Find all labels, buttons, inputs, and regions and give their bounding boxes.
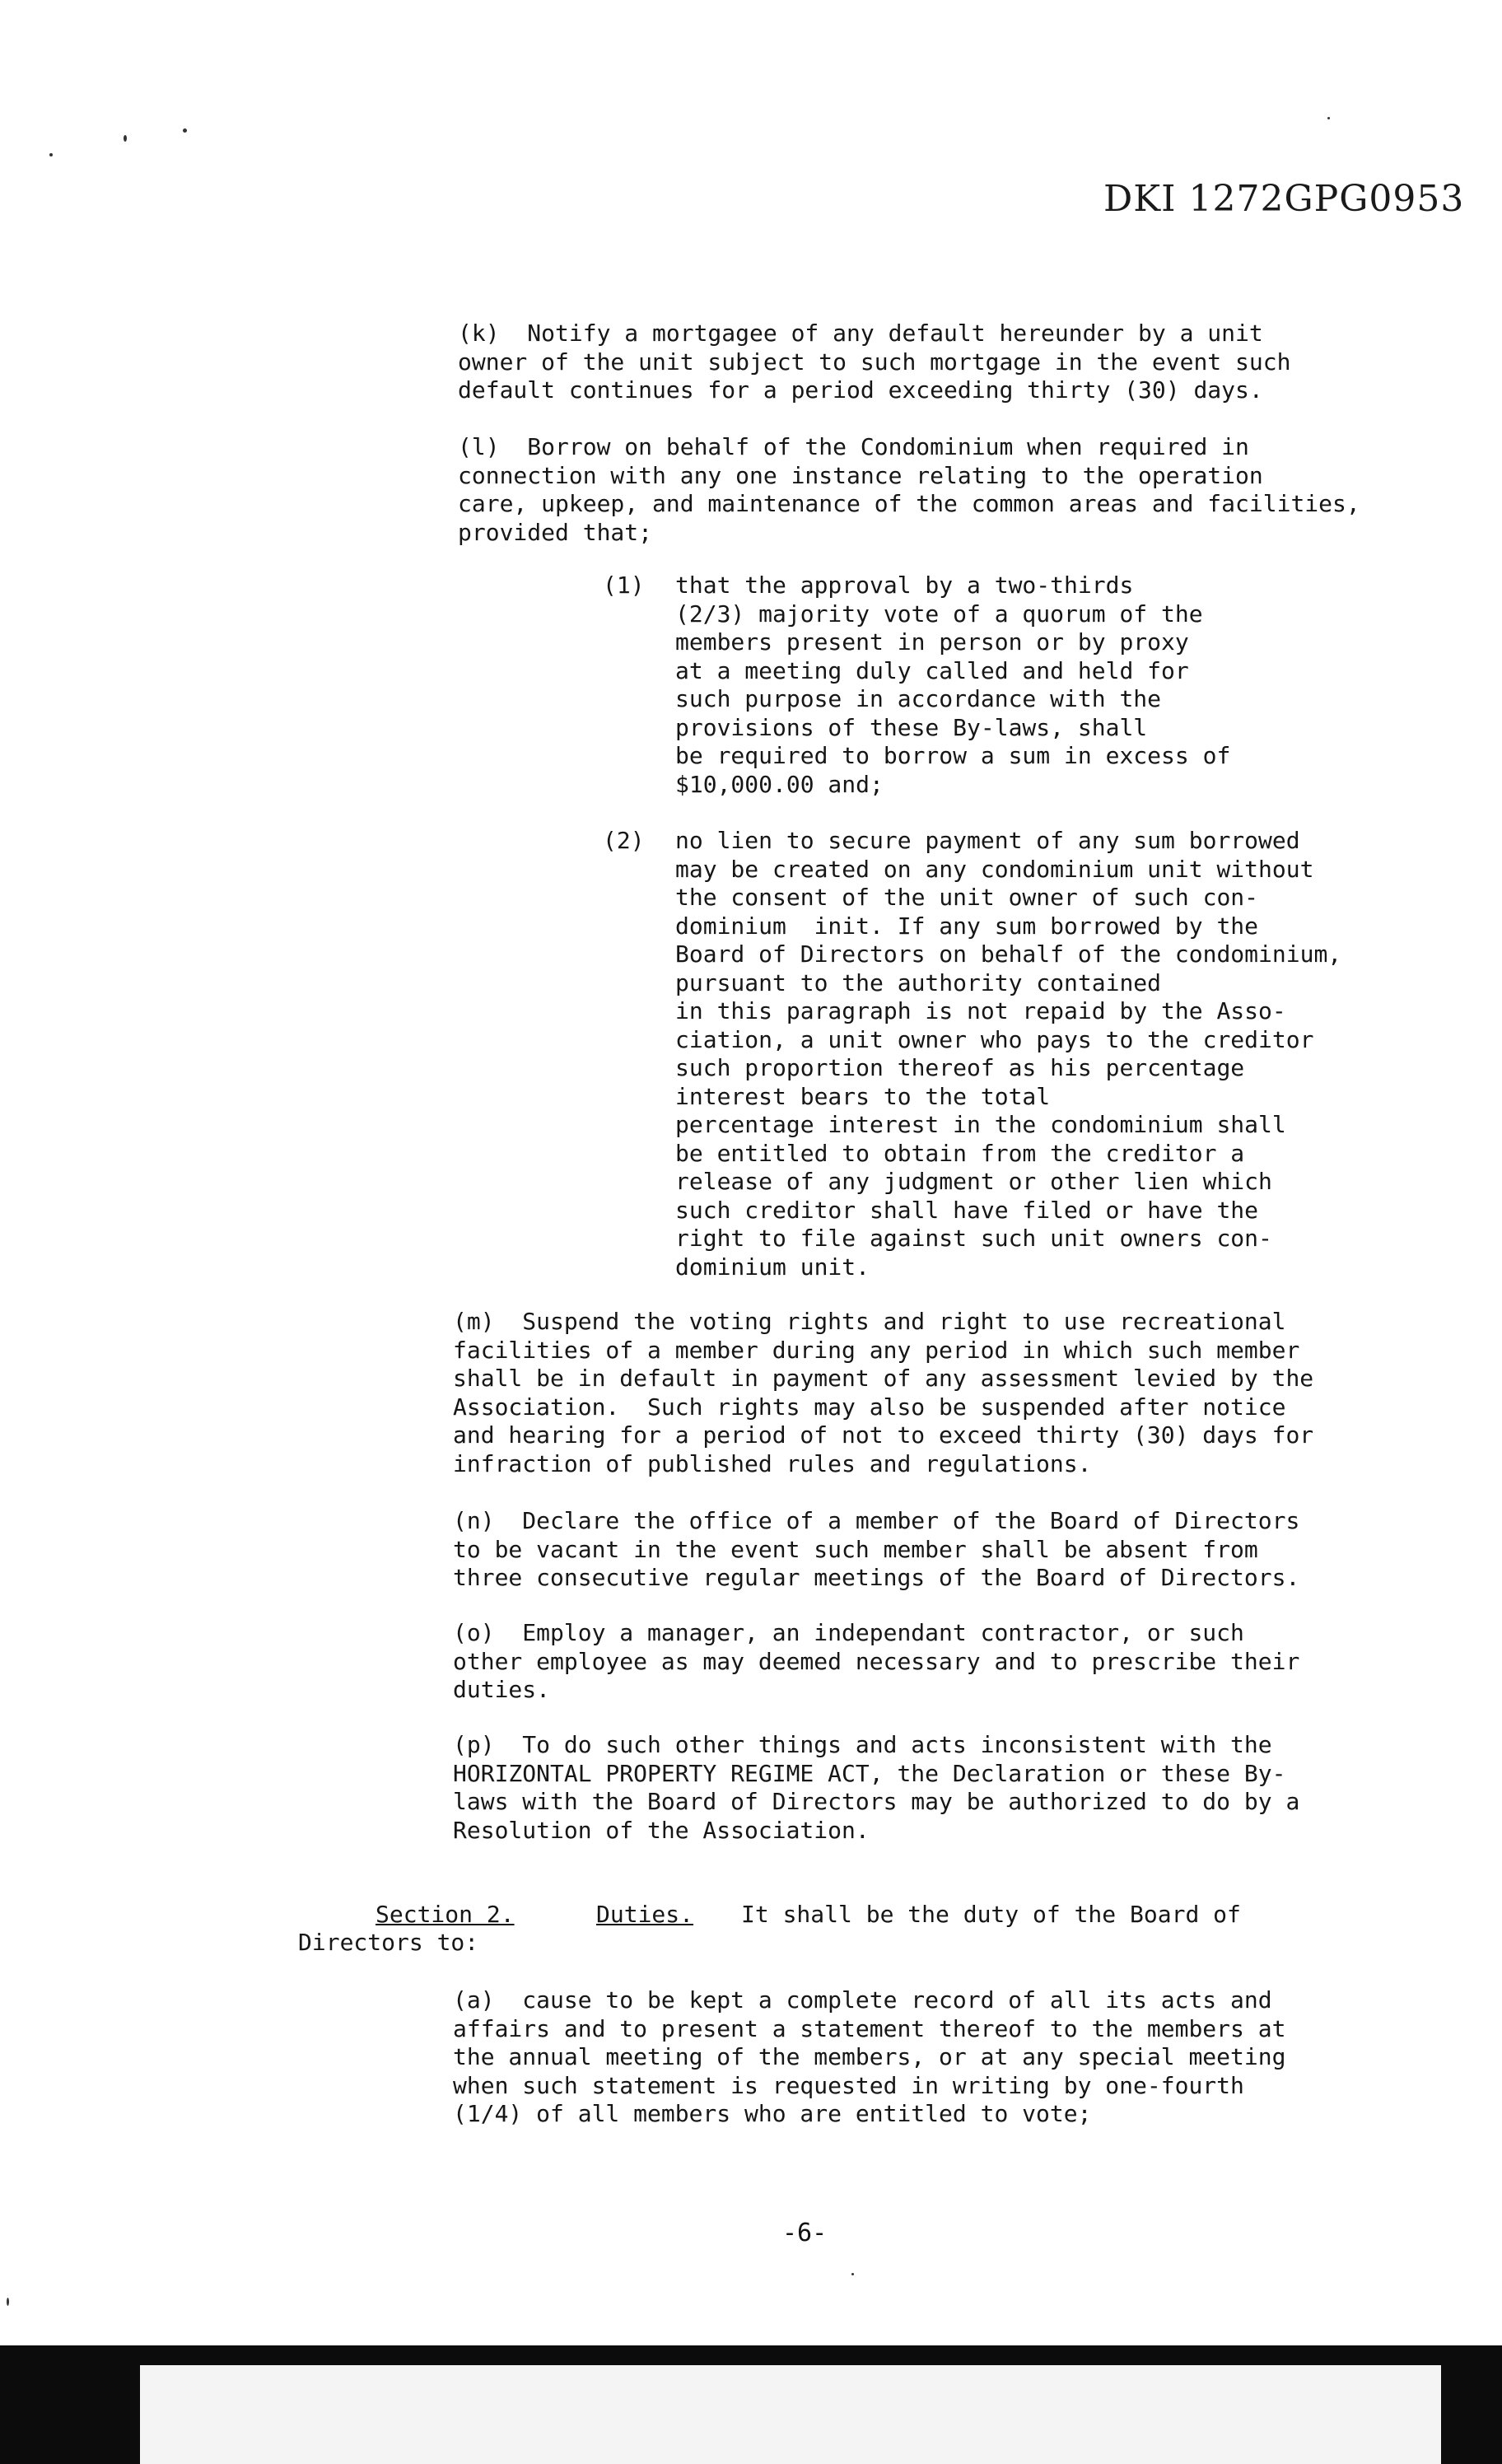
subparagraph-1-number: (1) (603, 572, 645, 599)
section-continuation: Directors to: (298, 1929, 479, 1956)
scan-speck (1327, 117, 1330, 119)
recording-stamp: DKI 1272GPG0953 (1103, 178, 1465, 220)
paragraph-n: (n) Declare the office of a member of the Board of Directors to be vacant in the event such member shall be absent from three consecutive regular meetings of the Board of Directors. (453, 1507, 1300, 1591)
section-label: Section 2. (376, 1901, 515, 1928)
section-text: It shall be the duty of the Board of (741, 1901, 1241, 1928)
subparagraph-2-number: (2) (603, 827, 645, 854)
subparagraph-1: that the approval by a two-thirds (2/3) majority vote of a quorum of the members present in person or by proxy at a meeting duly called and held for such purpose in accordance with the provisions of these By-laws, shall be required to borrow a sum in excess of $10,000.00 and; (675, 572, 1231, 798)
paragraph-o: (o) Employ a manager, an independant contractor, or such other employee as may deemed necessary and to prescribe their duties. (453, 1619, 1300, 1703)
paragraph-p: (p) To do such other things and acts inconsistent with the HORIZONTAL PROPERTY REGIME ACT, the Declaration or these By- laws with the Board of Directors may be authorized to do by a Resolution of the Association. (453, 1731, 1300, 1844)
paragraph-a: (a) cause to be kept a complete record of all its acts and affairs and to present a statement thereof to the members at the annual meeting of the members, or at any special meeting when such statement is requested in writing by one-fourth (1/4) of all members who are entitled to vote; (453, 1986, 1286, 2127)
subparagraph-2: no lien to secure payment of any sum borrowed may be created on any condominium unit without the consent of the unit owner of such con- dominium init. If any sum borrowed by the Board of Directors on behalf of the condominium, pursuant to the authority contained in this paragraph is not repaid by the Asso- ciation, a unit owner who pays to the creditor such proportion thereof as his percentage interest bears to the total percentage interest in the condominium shall be entitled to obtain from the creditor a release of any judgment or other lien which such creditor shall have filed or have the right to file against such unit owners con- dominium unit. (675, 827, 1342, 1281)
scan-speck (183, 128, 187, 133)
paragraph-k: (k) Notify a mortgagee of any default hereunder by a unit owner of the unit subject to such mortgage in the event such default continues for a period exceeding thirty (30) days. (458, 320, 1291, 404)
paragraph-l: (l) Borrow on behalf of the Condominium when required in connection with any one instance relating to the operation care, upkeep, and maintenance of the common areas and facilities, provided that; (458, 433, 1360, 546)
scan-speck (49, 153, 53, 156)
scan-speck (851, 2273, 854, 2275)
scan-border-paper (140, 2365, 1441, 2464)
section-title: Duties. (596, 1901, 694, 1928)
scan-speck (7, 2298, 9, 2306)
paragraph-m: (m) Suspend the voting rights and right to use recreational facilities of a member during any period in which such member shall be in default in payment of any assessment levied by the Association. Such rights may also be suspended after notice and hearing for a period of not to exceed thirty (30) days for infraction of published rules and regulations. (453, 1308, 1314, 1477)
scan-speck (124, 135, 127, 142)
page-number: -6- (782, 2219, 828, 2247)
